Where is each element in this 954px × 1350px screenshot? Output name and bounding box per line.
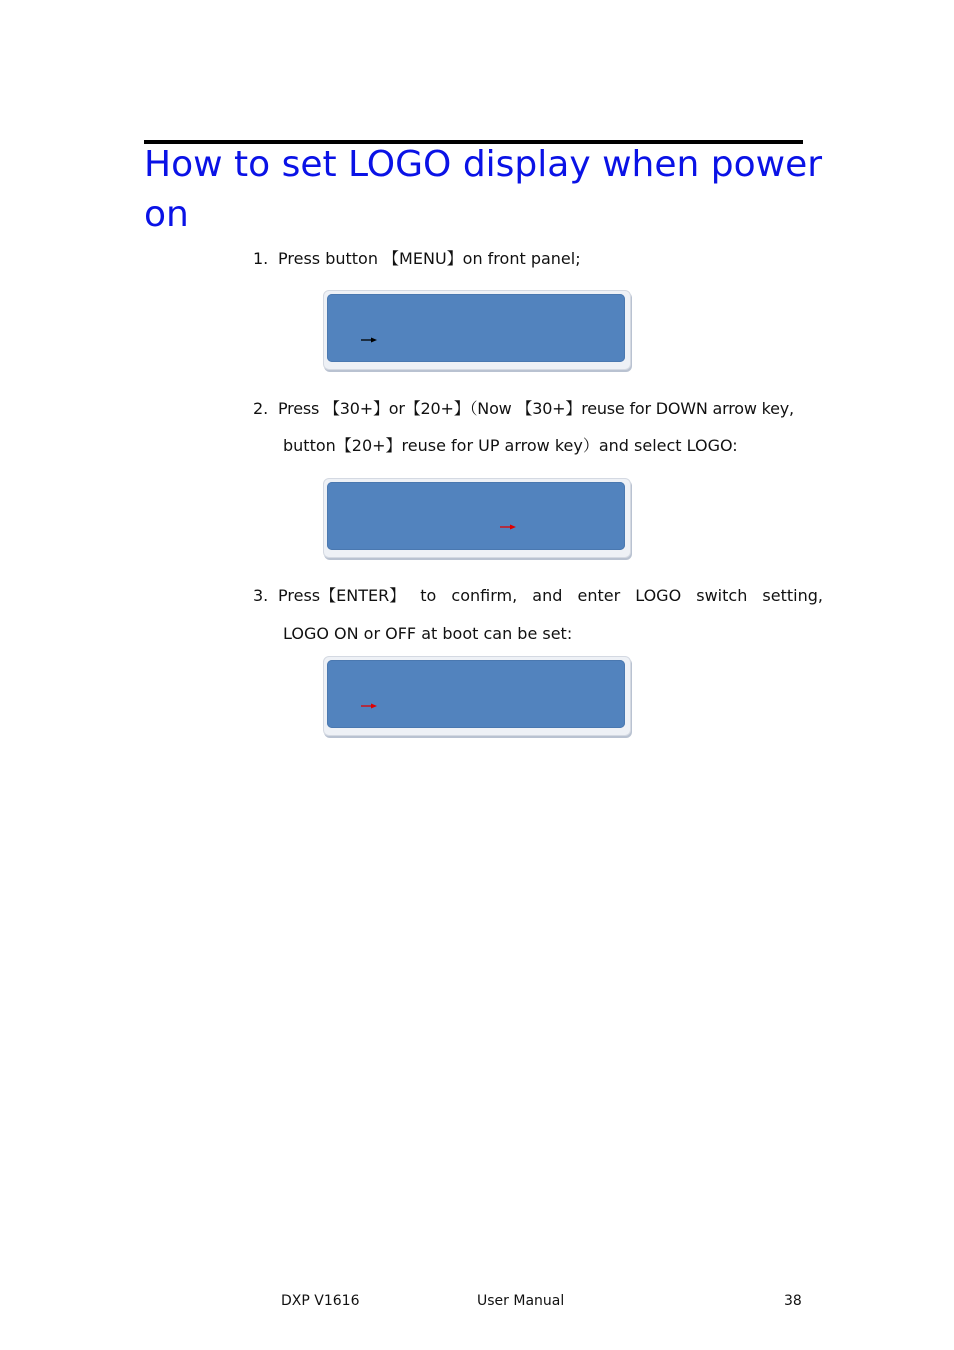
- lcd-panel-logo-switch: [323, 656, 631, 736]
- step-text: button【20+】reuse for UP arrow key）and select LOGO:: [283, 436, 738, 455]
- lcd-screen: [327, 482, 625, 550]
- right-arrow-icon: [360, 335, 378, 345]
- step-1: [253, 249, 581, 269]
- step-3-continued: [283, 624, 572, 644]
- footer-doc-title: User Manual: [477, 1293, 565, 1309]
- footer-page-number: 38: [784, 1293, 802, 1309]
- lcd-panel-logo-select: [323, 478, 631, 558]
- step-text: Press 【30+】or【20+】（Now 【30+】reuse for DOWN arrow key,: [278, 399, 794, 418]
- right-arrow-icon: [360, 701, 378, 711]
- step-number: 1.: [253, 249, 269, 268]
- right-arrow-icon: [499, 522, 517, 532]
- step-text: Press【ENTER】 to confirm, and enter LOGO switch setting,: [278, 586, 823, 605]
- step-2: [253, 399, 794, 419]
- step-text: Press button 【MENU】on front panel;: [278, 249, 581, 268]
- step-number: 3.: [253, 586, 269, 605]
- step-text: LOGO ON or OFF at boot can be set:: [283, 624, 573, 643]
- lcd-screen: [327, 660, 625, 728]
- page-title-line1: How to set LOGO display when power: [144, 144, 823, 185]
- lcd-screen: [327, 294, 625, 362]
- lcd-panel-menu: [323, 290, 631, 370]
- step-3: [253, 586, 823, 606]
- footer-product: DXP V1616: [281, 1293, 360, 1309]
- page-title-line2: on: [144, 194, 189, 235]
- step-2-continued: [283, 436, 738, 456]
- step-number: 2.: [253, 399, 269, 418]
- page-title: [144, 140, 834, 240]
